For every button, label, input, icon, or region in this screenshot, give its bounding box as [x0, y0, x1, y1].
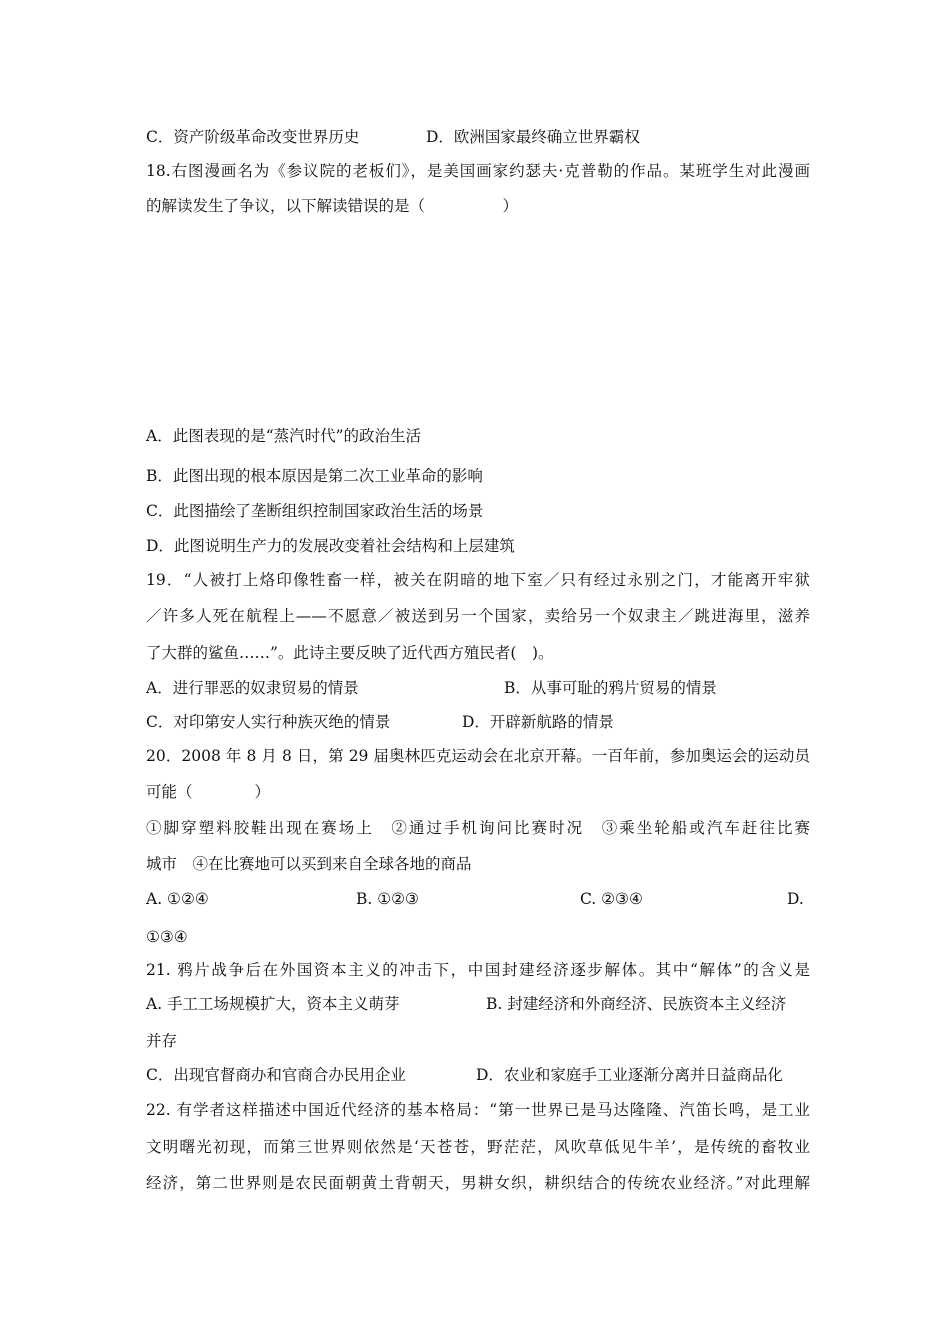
q21-option-c: C．出现官督商办和官商合办民用企业: [146, 1066, 406, 1084]
q18-stem-line-1: 18.右图漫画名为《参议院的老板们》，是美国画家约瑟夫·克普勒的作品。某班学生对此漫画: [146, 162, 810, 180]
q19-stem-line-2: ／许多人死在航程上——不愿意／被送到另一个国家，卖给另一个奴隶主／跳进海里，滋养: [146, 607, 810, 625]
q18-option-c: C．此图描绘了垄断组织控制国家政治生活的场景: [146, 502, 484, 520]
q18-option-a: A．此图表现的是“蒸汽时代”的政治生活: [146, 427, 422, 445]
q22-stem-line-2: 文明曙光初现，而第三世界则依然是‘天苍苍，野茫茫，风吹草低见牛羊’，是传统的畜牧业: [146, 1138, 810, 1156]
q19-stem-line-3: 了大群的鲨鱼……”。此诗主要反映了近代西方殖民者( )。: [146, 644, 554, 662]
q21-option-b-line-2: 并存: [146, 1032, 178, 1050]
q21-option-d: D．农业和家庭手工业逐渐分离并日益商品化: [476, 1066, 783, 1084]
q17-option-d: D．欧洲国家最终确立世界霸权: [426, 128, 640, 146]
q19-option-d: D．开辟新航路的情景: [462, 713, 614, 731]
q19-option-a: A．进行罪恶的奴隶贸易的情景: [146, 679, 359, 697]
q20-option-d-label: D.: [787, 890, 804, 908]
q19-stem-line-1: 19．“人被打上烙印像牲畜一样，被关在阴暗的地下室／只有经过永别之门，才能离开牢狱: [146, 571, 810, 589]
q20-option-b: B. ①②③: [356, 890, 419, 908]
q20-option-a: A. ①②④: [146, 890, 209, 908]
q20-items-line-1: ①脚穿塑料胶鞋出现在赛场上 ②通过手机询问比赛时况 ③乘坐轮船或汽车赶往比赛: [146, 819, 810, 837]
q20-option-c: C. ②③④: [580, 890, 643, 908]
q21-option-b-line-1: B. 封建经济和外商经济、民族资本主义经济: [486, 995, 787, 1013]
q18-option-b: B．此图出现的根本原因是第二次工业革命的影响: [146, 467, 483, 485]
q19-option-c: C．对印第安人实行种族灭绝的情景: [146, 713, 391, 731]
q20-stem-line-2: 可能（ ）: [146, 783, 271, 801]
q18-stem-line-2: 的解读发生了争议，以下解读错误的是（ ）: [146, 197, 519, 215]
q22-stem-line-3: 经济，第二世界则是农民面朝黄土背朝天，男耕女织，耕织结合的传统农业经济。”对此理解: [146, 1174, 810, 1192]
q20-items-line-2: 城市 ④在比赛地可以买到来自全球各地的商品: [146, 855, 472, 873]
q18-option-d: D．此图说明生产力的发展改变着社会结构和上层建筑: [146, 537, 515, 555]
q20-option-d-text: ①③④: [146, 928, 188, 946]
q21-stem: 21. 鸦片战争后在外国资本主义的冲击下，中国封建经济逐步解体。其中“解体”的含义是: [146, 961, 810, 979]
q17-option-c: C．资产阶级革命改变世界历史: [146, 128, 360, 146]
q21-option-a: A. 手工工场规模扩大，资本主义萌芽: [146, 995, 400, 1013]
q22-stem-line-1: 22. 有学者这样描述中国近代经济的基本格局：“第一世界已是马达隆隆、汽笛长鸣，是工业: [146, 1101, 810, 1119]
q19-option-b: B．从事可耻的鸦片贸易的情景: [504, 679, 717, 697]
q20-stem-line-1: 20．2008 年 8 月 8 日，第 29 届奥林匹克运动会在北京开幕。一百年前，参加奥运会的运动员: [146, 747, 810, 765]
